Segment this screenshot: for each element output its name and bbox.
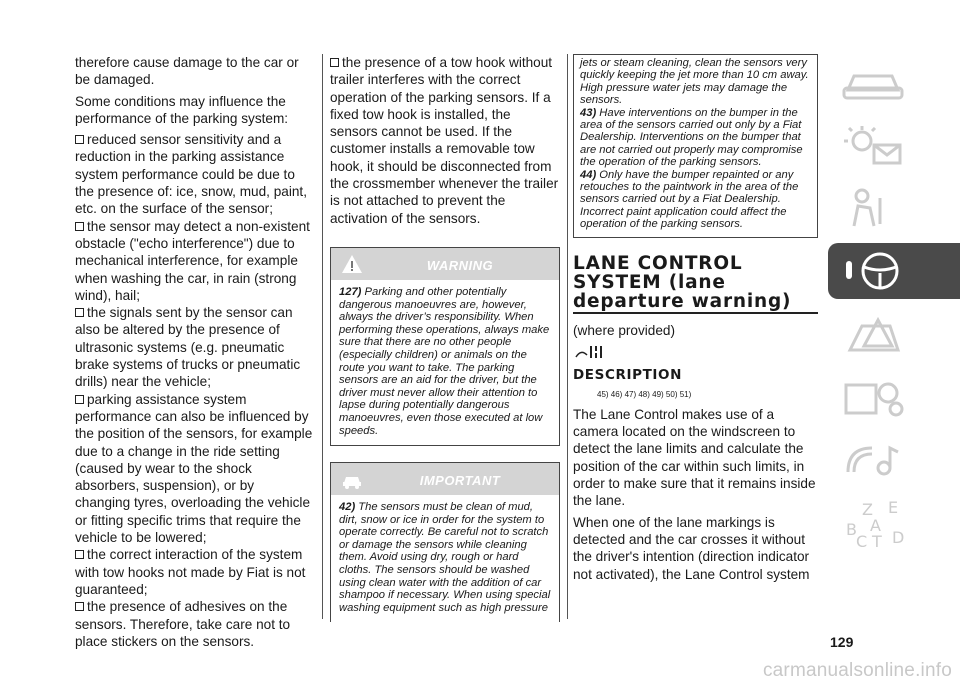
watermark: carmanualsonline.info — [762, 660, 952, 681]
lights-icon — [840, 123, 920, 167]
tab-multimedia[interactable] — [828, 432, 960, 488]
column-3 — [573, 54, 818, 587]
description-title: DESCRIPTION — [573, 367, 682, 384]
continued-text: jets or steam cleaning, clean the sensors very quickly keeping the jet more than 10 cm away. High pressure water jets may damage the sensors. — [580, 57, 809, 107]
paragraph: therefore cause damage to the car or be damaged. — [75, 55, 299, 88]
bullet-square-icon — [75, 308, 84, 317]
warning-icon — [840, 312, 920, 356]
warning-title: WARNING — [426, 257, 494, 273]
bullet-square-icon — [75, 222, 84, 231]
important-text: The sensors must be clean of mud, dirt, snow or ice in order for the system to operate correctly. Be careful not to scratch or damage the sensors while cleaning them. Avoid using dry, rough or hard cloths. The sensors should be washed using clean water with the addition of car shampoo if necessary. When using special washing equipment such as high pressure — [339, 501, 551, 614]
column-divider — [567, 54, 568, 619]
note-43: 43) Have interventions on the bumper in the area of the sensors carried out only by a Fiat Dealership. Interventions on the bumper that are not carried out properly may compromise the operation of the parking sensors. — [580, 106, 803, 169]
paragraph: When one of the lane markings is detected and the car crosses it without the driver's intention (direction indicator not activated), the Lane Control system — [573, 514, 810, 582]
tab-lights[interactable] — [828, 117, 960, 173]
paragraph: The Lane Control makes use of a camera located on the windscreen to detect the lane limits and calculate the position of the car within such limits, in order to make sure that it remains inside the lane. — [573, 406, 816, 509]
page-number: 129 — [830, 634, 854, 650]
svg-text:B: B — [846, 520, 857, 539]
warning-header — [331, 248, 559, 280]
chapter-tabs — [828, 54, 960, 558]
note-44: 44) Only have the bumper repainted or any retouches to the paintwork in the area of the sensors carried out by a Fiat Dealership. Incorrect paint application could affect the operation of the parking sensors. — [580, 168, 799, 231]
svg-text:Z: Z — [862, 501, 873, 519]
important-continued-box — [573, 54, 818, 238]
lane-control-icon — [573, 343, 613, 361]
bullet-square-icon — [75, 602, 84, 611]
list-item: parking assistance system performance can also be influenced by the position of the sensors, for example due to a change in the ride setting (caused by wear to the shock absorbers, suspension), or by changing tyres, overloading the vehicle or fitting specific trims that require the vehicle to be lowered; — [75, 391, 313, 546]
important-title: IMPORTANT — [419, 473, 501, 489]
important-box — [330, 462, 560, 622]
svg-text:T: T — [872, 532, 882, 549]
tab-warnings[interactable] — [828, 306, 960, 362]
bullet-square-icon — [75, 135, 84, 144]
tab-car[interactable] — [828, 54, 960, 110]
warning-text: Parking and other potentially dangerous manoeuvres are, however, always the driver’s responsibility. When performing these operations, always make sure that there are no other people (especially children) or animals on the route you want to take. The parking sensors are an aid for the driver, but the driver must never allow their attention to lapse during potentially dangerous manoeuvres, even those executed at low speeds. — [339, 285, 550, 437]
warning-box — [330, 247, 560, 446]
note-number: 42) — [339, 501, 356, 514]
important-header — [331, 463, 559, 495]
list-item: the presence of a tow hook without trailer interferes with the correct operation of the parking sensors. If a fixed tow hook is installed, the sensors cannot be used. If the customer installs a removable tow hook, it should be disconnected from the crossmember whenever the trailer is not attached to prevent the activation of the sensors. — [330, 55, 559, 226]
svg-text:C: C — [856, 532, 868, 549]
paragraph: Some conditions may influence the performance of the parking system: — [75, 93, 289, 126]
tab-starting-driving[interactable] — [828, 243, 960, 299]
note-references: 45) 46) 47) 48) 49) 50) 51) — [597, 389, 692, 399]
tab-safety[interactable] — [828, 180, 960, 236]
column-2 — [330, 54, 560, 622]
index-icon — [840, 501, 920, 549]
list-item: reduced sensor sensitivity and a reduction in the parking assistance system performance could be due to the presence of: ice, snow, mud, paint, etc. on the surface of the sensor; — [75, 132, 307, 217]
note-number: 127) — [339, 285, 362, 298]
airbag-icon — [840, 186, 920, 230]
bullet-square-icon — [75, 550, 84, 559]
bullet-square-icon — [330, 58, 339, 67]
column-1 — [75, 54, 313, 650]
bullet-square-icon — [75, 395, 84, 404]
tab-index[interactable] — [828, 495, 960, 551]
svg-text:A: A — [870, 516, 881, 535]
availability-note: (where provided) — [573, 322, 675, 338]
list-item: the correct interaction of the system with tow hooks not made by Fiat is not guaranteed; — [75, 547, 306, 597]
service-icon — [840, 375, 920, 419]
media-icon — [840, 438, 920, 482]
svg-text:D: D — [892, 528, 905, 547]
car-icon — [840, 60, 920, 104]
section-title: LANE CONTROL SYSTEM (lane departure warning) — [573, 252, 792, 312]
svg-text:E: E — [888, 501, 899, 517]
list-item: the sensor may detect a non-existent obstacle ("echo interference") due to mechanical interference, for example when washing the car, in rain (strong wind), hail; — [75, 218, 310, 303]
list-item: the signals sent by the sensor can also be altered by the presence of ultrasonic systems (e.g. pneumatic brake systems of trucks or pneumatic drills) near the vehicle; — [75, 305, 301, 390]
steering-wheel-icon — [840, 249, 920, 293]
title-underline — [573, 312, 818, 314]
list-item: the presence of adhesives on the sensors. Therefore, take care not to place stickers on the sensors. — [75, 599, 291, 649]
tab-service[interactable] — [828, 369, 960, 425]
warning-body — [331, 280, 559, 445]
important-body — [331, 495, 559, 622]
column-divider — [322, 54, 323, 619]
